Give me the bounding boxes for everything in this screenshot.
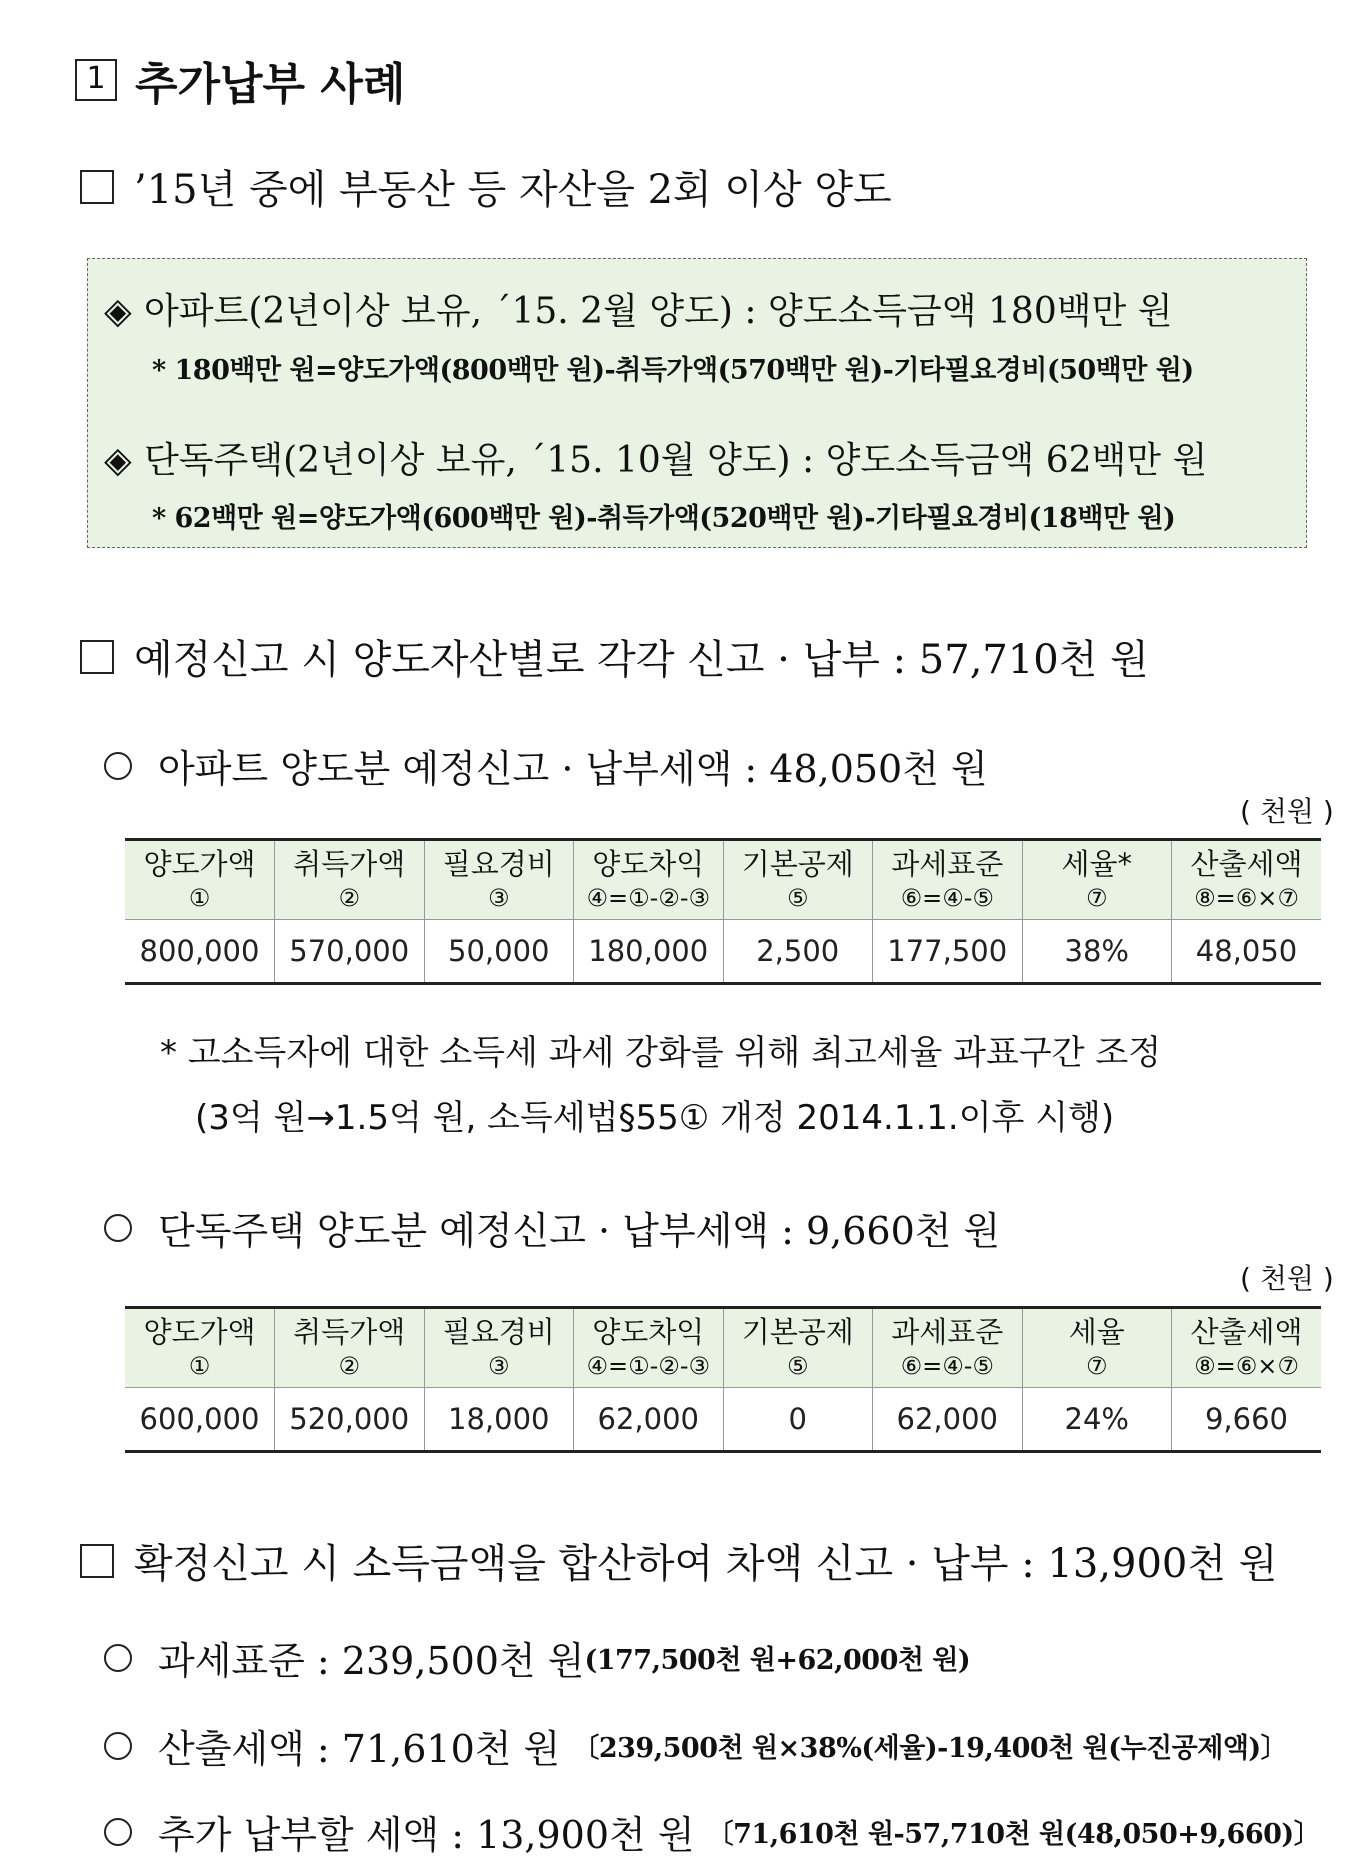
- column-header-formula: ⑤: [786, 1352, 809, 1380]
- unit-label: ( 천원 ): [1240, 795, 1334, 828]
- table-cell: 177,500: [873, 920, 1023, 984]
- example-item-note: * 180백만 원=양도가액(800백만 원)-취득가액(570백만 원)-기타필요경비(50백만 원): [152, 355, 1194, 386]
- column-header-formula: ①: [188, 884, 211, 912]
- column-header-formula: ②: [338, 1352, 360, 1380]
- summary-detail: 〔239,500천 원×38%(세율)-19,400천 원(누진공제액)〕: [572, 1733, 1288, 1764]
- column-header-label: 세율*: [1061, 847, 1133, 881]
- column-header-label: 취득가액: [293, 1315, 406, 1349]
- section1-title: ’15년 중에 부동산 등 자산을 2회 이상 양도: [134, 167, 892, 213]
- page-heading: [75, 48, 405, 112]
- column-header-formula: ⑥=④-⑤: [900, 884, 994, 912]
- table-cell: 9,660: [1172, 1388, 1322, 1452]
- column-header-label: 양도가액: [143, 847, 256, 881]
- table-cell: 0: [723, 1388, 873, 1452]
- column-header-label: 기본공제: [741, 847, 854, 881]
- column-header-label: 과세표준: [891, 1315, 1004, 1349]
- table-cell: 48,050: [1172, 920, 1322, 984]
- section1-heading: [80, 158, 892, 215]
- summary-main: 과세표준 : 239,500천 원: [158, 1639, 585, 1683]
- column-header-label: 양도가액: [143, 1315, 256, 1349]
- table-cell: 24%: [1022, 1388, 1172, 1452]
- column-header-formula: ①: [188, 1352, 211, 1380]
- section2-heading: [80, 628, 1149, 685]
- table-header-row: [125, 840, 1321, 920]
- column-header: [424, 840, 574, 920]
- column-header-formula: ⑤: [786, 884, 809, 912]
- table-cell: 800,000: [139, 934, 260, 968]
- column-header-label: 산출세액: [1190, 847, 1303, 881]
- example-item-note: * 62백만 원=양도가액(600백만 원)-취득가액(520백만 원)-기타필요경비(18백만 원): [152, 503, 1176, 534]
- summary-detail: 〔71,610천 원-57,710천 원(48,050+9,660)〕: [706, 1819, 1321, 1850]
- heading-number: 1: [75, 59, 117, 101]
- column-header: [873, 840, 1023, 920]
- table-cell: 18,000: [424, 1388, 574, 1452]
- apt-tax-table: [125, 838, 1321, 985]
- footnote: * 고소득자에 대한 소득세 과세 강화를 위해 최고세율 과표구간 조정: [160, 1033, 1162, 1073]
- footnote: (3억 원→1.5억 원, 소득세법§55① 개정 2014.1.1.이후 시행): [195, 1098, 1115, 1138]
- summary-main: 산출세액 : 71,610천 원: [158, 1727, 561, 1771]
- column-header-formula: ⑧=⑥×⑦: [1194, 884, 1299, 912]
- column-header: [1172, 840, 1322, 920]
- diamond-bullet-icon: ◈: [104, 440, 132, 481]
- table-cell: 2,500: [723, 920, 873, 984]
- column-header-label: 필요경비: [442, 1315, 555, 1349]
- circle-bullet-icon: [104, 1732, 132, 1760]
- circle-bullet-icon: [104, 1644, 132, 1672]
- summary-main: 추가 납부할 세액 : 13,900천 원: [158, 1813, 695, 1857]
- column-header-label: 양도차익: [592, 1315, 705, 1349]
- table-cell: 180,000: [574, 920, 724, 984]
- column-header-label: 과세표준: [891, 847, 1004, 881]
- circle-bullet-icon: [104, 1214, 132, 1242]
- column-header-formula: ⑧=⑥×⑦: [1194, 1352, 1299, 1380]
- summary-item: [104, 1804, 1320, 1859]
- column-header: [125, 1308, 275, 1388]
- column-header: [574, 1308, 724, 1388]
- column-header: [1172, 1308, 1322, 1388]
- table-row: [125, 1388, 1321, 1452]
- house-heading: [104, 1200, 1000, 1255]
- column-header-formula: ③: [487, 1352, 510, 1380]
- table-cell: 600,000: [139, 1402, 260, 1436]
- apt-title: 아파트 양도분 예정신고 · 납부세액 : 48,050천 원: [158, 747, 988, 791]
- checkbox-square-icon: [80, 1544, 114, 1578]
- house-tax-table: [125, 1306, 1321, 1453]
- example-item-house: [104, 432, 1207, 483]
- column-header-formula: ⑦: [1085, 1352, 1108, 1380]
- summary-detail: (177,500천 원+62,000천 원): [584, 1645, 971, 1676]
- section2-title: 예정신고 시 양도자산별로 각각 신고 · 납부 : 57,710천 원: [134, 637, 1149, 683]
- circle-bullet-icon: [104, 752, 132, 780]
- table-cell: 570,000: [275, 920, 425, 984]
- house-title: 단독주택 양도분 예정신고 · 납부세액 : 9,660천 원: [158, 1209, 1001, 1253]
- table-cell: 62,000: [574, 1388, 724, 1452]
- column-header: [723, 1308, 873, 1388]
- column-header-label: 취득가액: [293, 847, 406, 881]
- table-cell: 62,000: [873, 1388, 1023, 1452]
- table-cell: 38%: [1022, 920, 1172, 984]
- column-header-formula: ④=①-②-③: [586, 884, 710, 912]
- diamond-bullet-icon: ◈: [104, 291, 132, 332]
- column-header-formula: ③: [487, 884, 510, 912]
- column-header: [723, 840, 873, 920]
- checkbox-square-icon: [80, 640, 114, 674]
- table-cell: 520,000: [275, 1388, 425, 1452]
- column-header-label: 산출세액: [1190, 1315, 1303, 1349]
- column-header: [1022, 840, 1172, 920]
- column-header: [873, 1308, 1023, 1388]
- column-header: [275, 1308, 425, 1388]
- example-item-title: 단독주택(2년이상 보유, ´15. 10월 양도) : 양도소득금액 62백만 원: [144, 440, 1208, 481]
- column-header-formula: ②: [338, 884, 360, 912]
- column-header: [275, 840, 425, 920]
- section3-title: 확정신고 시 소득금액을 합산하여 차액 신고 · 납부 : 13,900천 원: [134, 1541, 1278, 1587]
- example-item-title: 아파트(2년이상 보유, ´15. 2월 양도) : 양도소득금액 180백만 원: [144, 291, 1173, 332]
- column-header-formula: ⑦: [1085, 884, 1108, 912]
- circle-bullet-icon: [104, 1818, 132, 1846]
- column-header-label: 기본공제: [741, 1315, 854, 1349]
- unit-label: ( 천원 ): [1240, 1262, 1334, 1295]
- summary-item: [104, 1718, 1287, 1773]
- example-item-apartment: [104, 283, 1173, 334]
- column-header: [574, 840, 724, 920]
- column-header-label: 세율: [1068, 1315, 1125, 1349]
- heading-title: 추가납부 사례: [135, 59, 406, 110]
- column-header-formula: ④=①-②-③: [586, 1352, 710, 1380]
- column-header: [1022, 1308, 1172, 1388]
- summary-item: [104, 1630, 970, 1685]
- column-header-label: 양도차익: [592, 847, 705, 881]
- apt-heading: [104, 738, 988, 793]
- column-header-formula: ⑥=④-⑤: [900, 1352, 994, 1380]
- table-header-row: [125, 1308, 1321, 1388]
- section3-heading: [80, 1532, 1277, 1589]
- column-header: [125, 840, 275, 920]
- column-header: [424, 1308, 574, 1388]
- table-cell: 50,000: [424, 920, 574, 984]
- checkbox-square-icon: [80, 170, 114, 204]
- table-row: [125, 920, 1321, 984]
- column-header-label: 필요경비: [442, 847, 555, 881]
